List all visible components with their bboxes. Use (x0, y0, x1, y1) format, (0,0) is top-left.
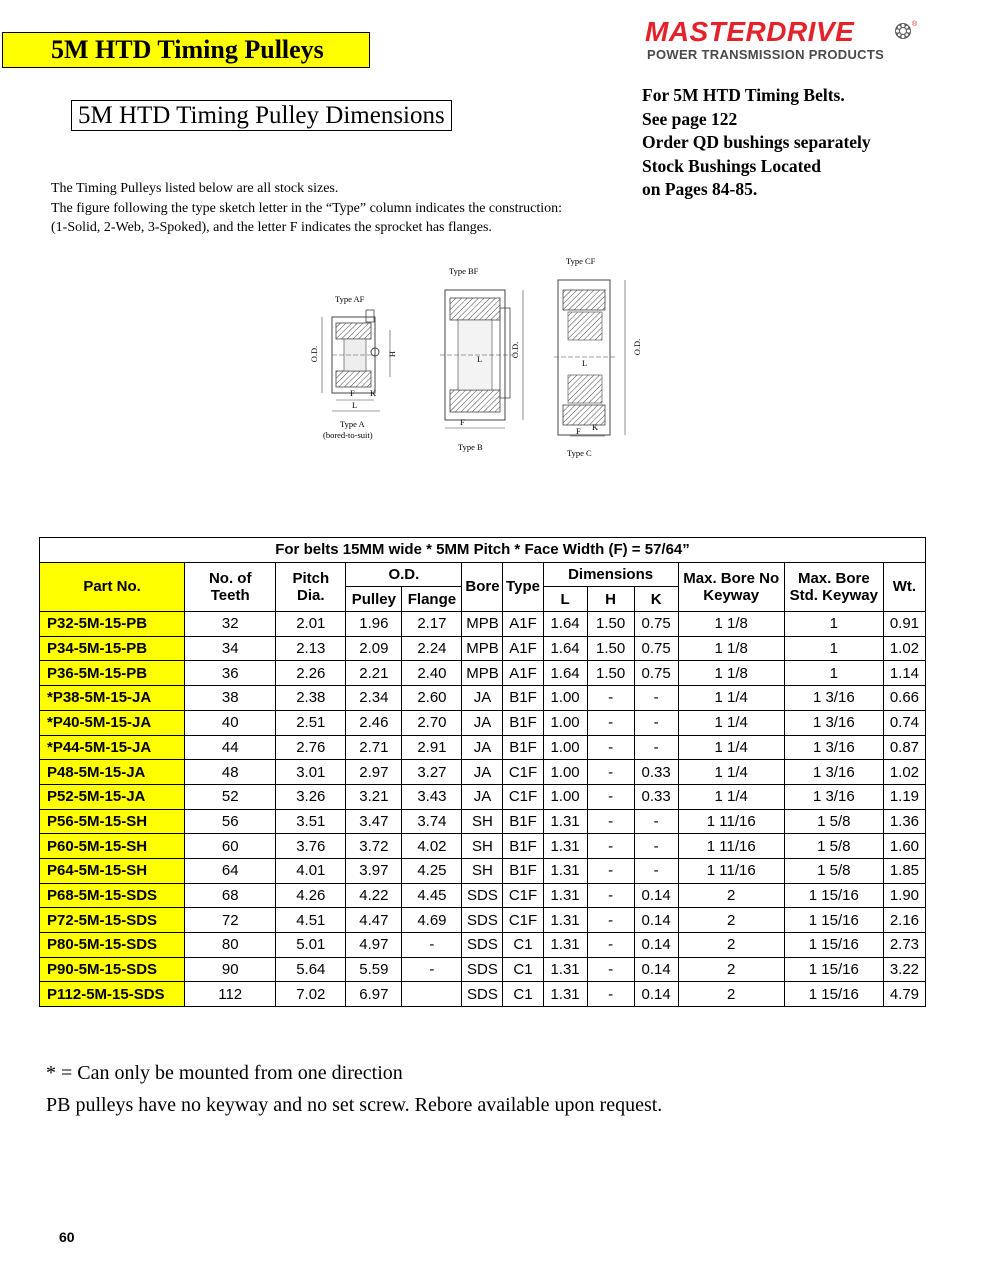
table-cell: B1F (503, 686, 543, 711)
table-cell: 1 3/16 (784, 784, 883, 809)
table-cell: 1 1/8 (678, 612, 784, 637)
header-pitch-dia: Pitch Dia. (276, 562, 346, 611)
table-cell: 1 1/8 (678, 636, 784, 661)
table-cell: B1F (503, 858, 543, 883)
table-row (40, 760, 926, 785)
table-cell: 90 (185, 957, 276, 982)
table-cell: 1 3/16 (784, 710, 883, 735)
table-cell: 3.01 (276, 760, 346, 785)
side-note (642, 84, 871, 202)
table-cell: 1.14 (883, 661, 925, 686)
table-cell: 2.97 (346, 760, 402, 785)
table-cell: SH (462, 858, 503, 883)
table-cell: 1.31 (543, 908, 587, 933)
table-cell: SH (462, 809, 503, 834)
table-cell: 2.60 (402, 686, 462, 711)
table-cell: 2.24 (402, 636, 462, 661)
table-cell: 3.22 (883, 957, 925, 982)
table-row (40, 858, 926, 883)
table-cell: 2 (678, 957, 784, 982)
table-cell: 0.75 (634, 636, 678, 661)
table-cell: 2.51 (276, 710, 346, 735)
table-cell: SDS (462, 908, 503, 933)
table-cell: - (587, 957, 634, 982)
table-row (40, 809, 926, 834)
part-number-cell: P48-5M-15-JA (40, 760, 185, 785)
table-cell: - (634, 858, 678, 883)
table-cell: 3.47 (346, 809, 402, 834)
table-cell: C1 (503, 957, 543, 982)
table-cell: 0.74 (883, 710, 925, 735)
label-od: O.D. (510, 341, 520, 359)
table-cell: 64 (185, 858, 276, 883)
table-cell: B1F (503, 710, 543, 735)
table-cell: 1.31 (543, 858, 587, 883)
table-cell: 1.90 (883, 883, 925, 908)
header-dimensions: Dimensions (543, 562, 678, 587)
table-row (40, 982, 926, 1007)
table-cell: 1 11/16 (678, 809, 784, 834)
table-cell: B1F (503, 735, 543, 760)
table-cell: 0.33 (634, 760, 678, 785)
table-row (40, 933, 926, 958)
table-cell: 2.09 (346, 636, 402, 661)
table-cell: 80 (185, 933, 276, 958)
table-cell: 72 (185, 908, 276, 933)
label-k: K (370, 388, 377, 398)
part-number-cell: P36-5M-15-PB (40, 661, 185, 686)
table-cell: 2.46 (346, 710, 402, 735)
table-cell: 1.31 (543, 883, 587, 908)
table-cell: SDS (462, 883, 503, 908)
table-cell: 1 5/8 (784, 834, 883, 859)
type-b-diagram (440, 266, 523, 452)
table-cell: 1.64 (543, 612, 587, 637)
table-cell: 3.76 (276, 834, 346, 859)
header-max-bore-no-keyway: Max. Bore No Keyway (678, 562, 784, 611)
table-row (40, 710, 926, 735)
table-cell: 4.69 (402, 908, 462, 933)
table-row (40, 908, 926, 933)
table-cell: 1 (784, 612, 883, 637)
table-cell: 4.51 (276, 908, 346, 933)
table-cell: 3.51 (276, 809, 346, 834)
table-cell: 3.74 (402, 809, 462, 834)
table-cell: 0.14 (634, 933, 678, 958)
table-cell: 1.31 (543, 982, 587, 1007)
table-cell: 3.26 (276, 784, 346, 809)
label-h: H (387, 350, 397, 358)
side-note-line: Stock Bushings Located (642, 155, 821, 176)
table-cell: 2.21 (346, 661, 402, 686)
table-cell: 1 1/4 (678, 760, 784, 785)
footnote: * = Can only be mounted from one direction (46, 1062, 403, 1084)
masterdrive-logo (645, 16, 925, 66)
table-cell: 1.36 (883, 809, 925, 834)
table-cell: - (402, 957, 462, 982)
table-cell: 0.66 (883, 686, 925, 711)
label-od: O.D. (632, 338, 642, 356)
table-cell: 0.14 (634, 957, 678, 982)
side-note-line: See page 122 (642, 108, 738, 129)
table-cell: JA (462, 760, 503, 785)
table-cell: 40 (185, 710, 276, 735)
table-cell: C1F (503, 784, 543, 809)
brand-name: MASTERDRIVE (645, 16, 855, 47)
table-cell: 4.97 (346, 933, 402, 958)
table-cell: 2.26 (276, 661, 346, 686)
table-cell: 0.75 (634, 612, 678, 637)
table-cell: 1.00 (543, 735, 587, 760)
table-cell: 0.14 (634, 883, 678, 908)
table-cell: 1 1/4 (678, 686, 784, 711)
table-cell: 1 15/16 (784, 933, 883, 958)
table-cell: A1F (503, 612, 543, 637)
table-cell: 1 15/16 (784, 883, 883, 908)
table-row (40, 661, 926, 686)
table-cell: 2.71 (346, 735, 402, 760)
table-cell: - (634, 735, 678, 760)
header-dim-k: K (634, 587, 678, 612)
table-cell: 2.34 (346, 686, 402, 711)
table-row (40, 883, 926, 908)
table-cell: JA (462, 710, 503, 735)
label-k: K (592, 422, 599, 432)
table-cell (402, 982, 462, 1007)
table-cell: 1.64 (543, 636, 587, 661)
table-cell: 38 (185, 686, 276, 711)
table-cell: C1F (503, 883, 543, 908)
table-cell: - (587, 834, 634, 859)
intro-line: (1-Solid, 2-Web, 3-Spoked), and the letter F indicates the sprocket has flanges. (51, 220, 492, 235)
label-f: F (460, 417, 465, 427)
table-row (40, 636, 926, 661)
table-cell: JA (462, 784, 503, 809)
table-cell: 1 11/16 (678, 858, 784, 883)
type-c-diagram (554, 256, 642, 458)
table-cell: 5.01 (276, 933, 346, 958)
table-cell: C1 (503, 933, 543, 958)
table-cell: MPB (462, 661, 503, 686)
table-cell: 6.97 (346, 982, 402, 1007)
table-cell: 1.60 (883, 834, 925, 859)
table-cell: 1 3/16 (784, 686, 883, 711)
label-type-bf: Type BF (449, 266, 479, 276)
header-max-bore-std-keyway: Max. Bore Std. Keyway (784, 562, 883, 611)
table-cell: 1.00 (543, 784, 587, 809)
table-cell: 5.64 (276, 957, 346, 982)
table-cell: 1.02 (883, 760, 925, 785)
table-cell: 2 (678, 982, 784, 1007)
table-cell: C1 (503, 982, 543, 1007)
table-cell: 0.14 (634, 982, 678, 1007)
side-note-line: Order QD bushings separately (642, 132, 871, 152)
table-cell: 0.91 (883, 612, 925, 637)
part-number-cell: P34-5M-15-PB (40, 636, 185, 661)
part-number-cell: P32-5M-15-PB (40, 612, 185, 637)
table-cell: 1.19 (883, 784, 925, 809)
table-cell: 1 15/16 (784, 908, 883, 933)
table-cell: 4.01 (276, 858, 346, 883)
table-cell: 1 3/16 (784, 735, 883, 760)
header-dim-l: L (543, 587, 587, 612)
section-title: 5M HTD Timing Pulley Dimensions (71, 100, 452, 131)
label-f: F (350, 388, 355, 398)
label-od: O.D. (309, 345, 319, 363)
page-number: 60 (59, 1229, 75, 1245)
table-cell: A1F (503, 636, 543, 661)
table-cell: SDS (462, 982, 503, 1007)
table-cell: 2.16 (883, 908, 925, 933)
table-cell: 2 (678, 908, 784, 933)
pulley-type-diagrams (300, 250, 660, 465)
table-cell: 1.50 (587, 661, 634, 686)
table-cell: 34 (185, 636, 276, 661)
table-cell: 3.21 (346, 784, 402, 809)
page-title: 5M HTD Timing Pulleys (51, 35, 324, 64)
table-cell: 3.43 (402, 784, 462, 809)
table-cell: 1.31 (543, 957, 587, 982)
table-row (40, 612, 926, 637)
table-cell: 60 (185, 834, 276, 859)
part-number-cell: *P40-5M-15-JA (40, 710, 185, 735)
header-weight: Wt. (883, 562, 925, 611)
table-cell: 1 5/8 (784, 809, 883, 834)
table-cell: - (634, 834, 678, 859)
table-cell: 48 (185, 760, 276, 785)
table-cell: C1F (503, 760, 543, 785)
part-number-cell: *P44-5M-15-JA (40, 735, 185, 760)
table-cell: 4.02 (402, 834, 462, 859)
header-dim-h: H (587, 587, 634, 612)
table-body (40, 612, 926, 1007)
table-cell: 4.25 (402, 858, 462, 883)
table-cell: 1.02 (883, 636, 925, 661)
table-cell: 52 (185, 784, 276, 809)
table-cell: 1 11/16 (678, 834, 784, 859)
table-cell: 5.59 (346, 957, 402, 982)
table-cell: - (634, 686, 678, 711)
table-cell: 32 (185, 612, 276, 637)
table-cell: 1.85 (883, 858, 925, 883)
part-number-cell: P60-5M-15-SH (40, 834, 185, 859)
table-cell: 1.96 (346, 612, 402, 637)
part-number-cell: P52-5M-15-JA (40, 784, 185, 809)
table-cell: 1.00 (543, 686, 587, 711)
header-bore: Bore (462, 562, 503, 611)
type-a-diagram (309, 294, 397, 440)
table-cell: 1 3/16 (784, 760, 883, 785)
table-cell: - (587, 784, 634, 809)
table-cell: 0.87 (883, 735, 925, 760)
table-cell: 7.02 (276, 982, 346, 1007)
label-type-af: Type AF (335, 294, 365, 304)
table-cell: 2.13 (276, 636, 346, 661)
table-cell: 3.27 (402, 760, 462, 785)
table-cell: 1.31 (543, 809, 587, 834)
header-od-flange: Flange (402, 587, 462, 612)
table-cell: B1F (503, 809, 543, 834)
table-cell: 0.14 (634, 908, 678, 933)
label-type-cf: Type CF (566, 256, 596, 266)
table-cell: 2.01 (276, 612, 346, 637)
table-cell: 3.97 (346, 858, 402, 883)
table-cell: 4.26 (276, 883, 346, 908)
part-number-cell: P80-5M-15-SDS (40, 933, 185, 958)
page-title-box (2, 32, 370, 68)
table-cell: 1 (784, 636, 883, 661)
table-cell: - (587, 858, 634, 883)
table-cell: - (587, 686, 634, 711)
table-cell: - (587, 809, 634, 834)
label-type-b: Type B (458, 442, 483, 452)
header-od-pulley: Pulley (346, 587, 402, 612)
table-cell: 2 (678, 883, 784, 908)
table-cell: 2.17 (402, 612, 462, 637)
table-cell: 36 (185, 661, 276, 686)
table-cell: - (587, 908, 634, 933)
table-cell: - (587, 710, 634, 735)
table-cell: 1.50 (587, 636, 634, 661)
table-cell: 2.73 (883, 933, 925, 958)
brand-tagline: POWER TRANSMISSION PRODUCTS (647, 47, 885, 62)
label-l: L (352, 400, 358, 410)
table-cell: 2.40 (402, 661, 462, 686)
table-cell: - (634, 710, 678, 735)
table-cell: 1.00 (543, 710, 587, 735)
label-l: L (582, 358, 588, 368)
table-cell: B1F (503, 834, 543, 859)
part-number-cell: P64-5M-15-SH (40, 858, 185, 883)
part-number-cell: *P38-5M-15-JA (40, 686, 185, 711)
table-cell: - (587, 933, 634, 958)
table-cell: 4.22 (346, 883, 402, 908)
table-cell: 3.72 (346, 834, 402, 859)
table-cell: 1.50 (587, 612, 634, 637)
table-cell: 4.45 (402, 883, 462, 908)
table-cell: 2.70 (402, 710, 462, 735)
table-cell: 1 15/16 (784, 982, 883, 1007)
label-type-c: Type C (567, 448, 592, 458)
table-row (40, 735, 926, 760)
table-cell: 1.31 (543, 834, 587, 859)
header-part-no: Part No. (40, 562, 185, 611)
table-cell: MPB (462, 636, 503, 661)
table-cell: - (587, 760, 634, 785)
table-cell: - (587, 883, 634, 908)
table-cell: - (587, 982, 634, 1007)
label-l: L (477, 354, 483, 364)
intro-line: The figure following the type sketch letter in the “Type” column indicates the construction: (51, 200, 563, 216)
table-row (40, 686, 926, 711)
table-cell: 0.33 (634, 784, 678, 809)
table-cell: 1 1/4 (678, 784, 784, 809)
table-cell: 1.64 (543, 661, 587, 686)
table-cell: 1 15/16 (784, 957, 883, 982)
gear-icon (893, 20, 918, 42)
table-cell: MPB (462, 612, 503, 637)
table-cell: 1 1/4 (678, 710, 784, 735)
table-cell: 68 (185, 883, 276, 908)
table-cell: 4.47 (346, 908, 402, 933)
header-teeth: No. of Teeth (185, 562, 276, 611)
table-cell: - (402, 933, 462, 958)
footnote: PB pulleys have no keyway and no set screw. Rebore available upon request. (46, 1094, 663, 1116)
table-cell: SH (462, 834, 503, 859)
label-type-a: Type A (340, 419, 365, 429)
table-cell: 56 (185, 809, 276, 834)
table-row (40, 957, 926, 982)
table-cell: 1 5/8 (784, 858, 883, 883)
part-number-cell: P90-5M-15-SDS (40, 957, 185, 982)
part-number-cell: P68-5M-15-SDS (40, 883, 185, 908)
table-cell: 2 (678, 933, 784, 958)
table-cell: 2.91 (402, 735, 462, 760)
table-row (40, 784, 926, 809)
part-number-cell: P72-5M-15-SDS (40, 908, 185, 933)
pulley-spec-table (39, 537, 926, 1007)
table-cell: 2.76 (276, 735, 346, 760)
side-note-line: on Pages 84-85. (642, 179, 758, 199)
table-cell: SDS (462, 933, 503, 958)
table-cell: JA (462, 686, 503, 711)
table-cell: 1 1/4 (678, 735, 784, 760)
table-cell: 112 (185, 982, 276, 1007)
label-f: F (576, 426, 581, 436)
header-od: O.D. (346, 562, 462, 587)
part-number-cell: P112-5M-15-SDS (40, 982, 185, 1007)
intro-text (51, 179, 562, 238)
table-cell: 0.75 (634, 661, 678, 686)
table-cell: 1.00 (543, 760, 587, 785)
table-cell: 1 1/8 (678, 661, 784, 686)
table-cell: 1 (784, 661, 883, 686)
table-caption: For belts 15MM wide * 5MM Pitch * Face Width (F) = 57/64” (40, 538, 926, 563)
label-type-a-note: (bored-to-suit) (323, 430, 373, 440)
table-cell: JA (462, 735, 503, 760)
table-cell: - (587, 735, 634, 760)
part-number-cell: P56-5M-15-SH (40, 809, 185, 834)
registered-mark: ® (912, 21, 918, 28)
table-cell: 44 (185, 735, 276, 760)
intro-line: The Timing Pulleys listed below are all stock sizes. (51, 181, 339, 196)
table-cell: 2.38 (276, 686, 346, 711)
table-cell: C1F (503, 908, 543, 933)
table-cell: SDS (462, 957, 503, 982)
table-cell: A1F (503, 661, 543, 686)
table-cell: - (634, 809, 678, 834)
header-type: Type (503, 562, 543, 611)
table-cell: 4.79 (883, 982, 925, 1007)
table-cell: 1.31 (543, 933, 587, 958)
table-row (40, 834, 926, 859)
side-note-line: For 5M HTD Timing Belts. (642, 85, 845, 105)
